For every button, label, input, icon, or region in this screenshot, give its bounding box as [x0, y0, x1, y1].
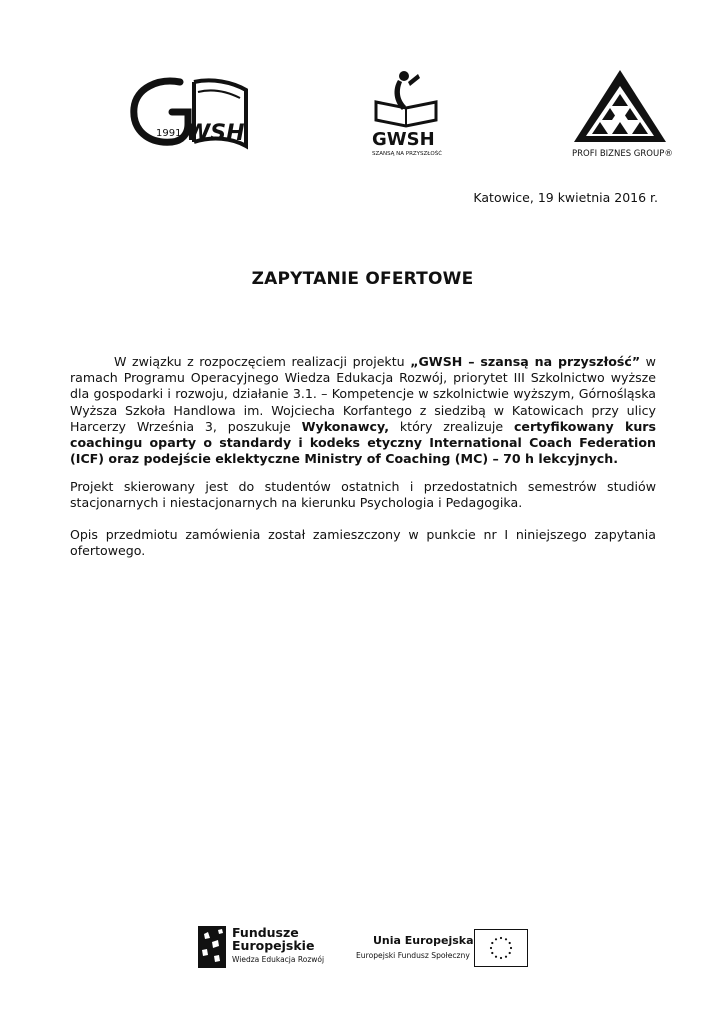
paragraph-target-group: Projekt skierowany jest do studentów ostatnich i przedostatnich semestrów studiów stacjonarnych i niestacjonarnych na kierunku Psychologia i Pedagogika. [70, 479, 656, 511]
eu-label: Unia Europejska [373, 934, 474, 947]
fe-line-1: Fundusze [232, 925, 299, 940]
fe-line-2: Europejskie [232, 938, 315, 953]
paragraph-intro [70, 354, 656, 467]
contractor-label: Wykonawcy, [301, 418, 389, 434]
document-date: Katowice, 19 kwietnia 2016 r. [473, 190, 658, 205]
profi-biznes-group-logo [570, 68, 680, 160]
svg-text:WSH: WSH [186, 121, 245, 146]
fe-program-name: Wiedza Edukacja Rozwój [232, 955, 325, 964]
eu-flag-icon [474, 929, 528, 967]
fundusze-europejskie-icon [196, 924, 228, 970]
intro-text-1: W związku z rozpoczęciem realizacji projektu [114, 354, 411, 369]
paragraph-order-description: Opis przedmiotu zamówienia został zamieszczony w punkcie nr I niniejszego zapytania ofertowego. [70, 527, 656, 559]
svg-text:GWSH: GWSH [372, 129, 435, 150]
gwsh-1991-logo [128, 72, 258, 152]
course-description: certyfikowany kurs coachingu oparty o standardy i kodeks etyczny International Coach Federation (ICF) oraz podejście eklektyczne Ministry of Coaching (MC) – 70 h lekcyjnych. [70, 418, 656, 467]
eu-fund-label: Europejski Fundusz Społeczny [356, 951, 470, 960]
project-name: „GWSH – szansą na przyszłość” [410, 354, 641, 369]
intro-text-3: który zrealizuje [388, 418, 514, 434]
fundusze-europejskie-label [232, 926, 314, 952]
document-title: ZAPYTANIE OFERTOWE [251, 269, 474, 289]
svg-text:SZANSĄ NA PRZYSZŁOŚĆ: SZANSĄ NA PRZYSZŁOŚĆ [372, 151, 443, 157]
intro-text-2: w ramach Programu Operacyjnego Wiedza Edukacja Rozwój, priorytet III Szkolnictwo wyższe dla gospodarki i rozwoju, działanie 3.1. – Kompetencje w szkolnictwie wyższym, Górnośląska Wyższa Szkoła Handlowa im. Wojciecha Korfantego z siedzibą w Katowicach przy ulicy Harcerzy Września 3, poszukuje [70, 354, 656, 434]
gwsh-logo [368, 66, 448, 158]
svg-text:PROFI BIZNES GROUP®: PROFI BIZNES GROUP® [572, 149, 673, 159]
svg-text:1991: 1991 [156, 128, 182, 139]
